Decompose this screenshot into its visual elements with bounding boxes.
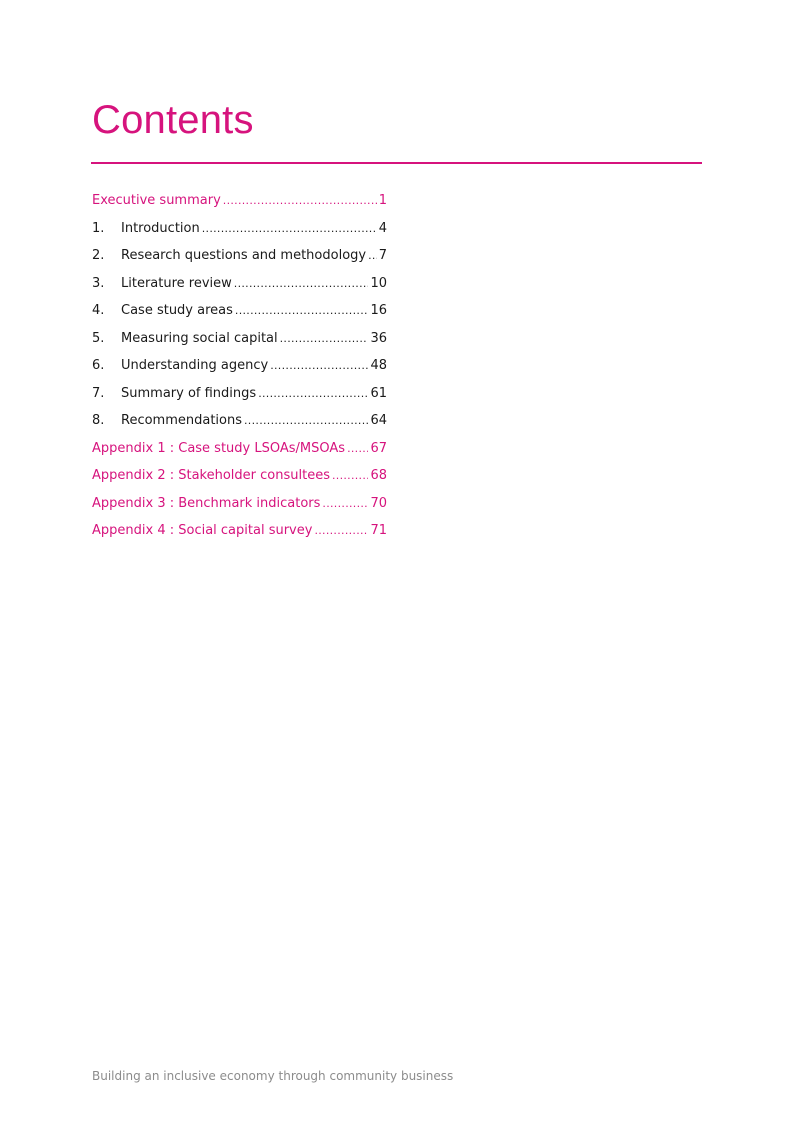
table-of-contents — [92, 191, 387, 549]
toc-entry-number: 2. — [92, 248, 105, 263]
toc-entry[interactable] — [92, 274, 387, 302]
toc-entry[interactable] — [92, 439, 387, 467]
toc-entry-page-number: 16 — [370, 303, 387, 318]
toc-entry-number: 7. — [92, 385, 105, 401]
toc-leader-dots — [235, 301, 369, 321]
toc-entry-page-number: 1 — [378, 193, 387, 208]
toc-entry[interactable] — [92, 329, 387, 357]
toc-entry[interactable] — [92, 384, 387, 412]
toc-entry-label: Recommendations — [121, 413, 243, 428]
toc-entry[interactable] — [92, 521, 387, 549]
toc-entry-label: Introduction — [121, 220, 200, 236]
toc-entry-label: Appendix 3 : Benchmark indicators — [92, 495, 321, 511]
toc-entry-page-number: 61 — [370, 385, 387, 401]
toc-entry[interactable] — [92, 246, 387, 274]
toc-entry-label: Case study areas — [121, 303, 233, 318]
toc-leader-dots — [280, 329, 369, 349]
toc-entry-page-number: 71 — [370, 523, 387, 538]
toc-entry[interactable] — [92, 494, 387, 522]
toc-entry-page-number: 70 — [370, 495, 387, 511]
toc-leader-dots — [368, 246, 377, 266]
toc-entry[interactable] — [92, 301, 387, 329]
toc-entry-page-number: 64 — [370, 413, 387, 428]
toc-entry-page-number: 67 — [370, 440, 387, 456]
page-footer: Building an inclusive economy through community business — [92, 1069, 454, 1083]
toc-entry[interactable] — [92, 219, 387, 247]
toc-entry-number: 8. — [92, 413, 105, 428]
toc-entry-label: Executive summary — [92, 193, 221, 208]
toc-leader-dots — [223, 191, 377, 211]
toc-entry-page-number: 4 — [378, 220, 387, 236]
title-divider — [91, 162, 702, 164]
toc-entry-label: Measuring social capital — [121, 330, 278, 346]
toc-leader-dots — [258, 384, 368, 404]
toc-leader-dots — [322, 494, 368, 514]
toc-entry-label: Appendix 4 : Social capital survey — [92, 523, 313, 538]
toc-entry-label: Summary of findings — [121, 385, 257, 401]
toc-entry-number: 1. — [92, 220, 105, 236]
toc-entry-page-number: 10 — [370, 275, 387, 291]
toc-entry[interactable] — [92, 411, 387, 439]
toc-leader-dots — [270, 356, 368, 376]
toc-entry-page-number: 7 — [378, 248, 387, 263]
toc-entry-number: 5. — [92, 330, 105, 346]
toc-entry[interactable] — [92, 191, 387, 219]
toc-entry-label: Appendix 1 : Case study LSOAs/MSOAs — [92, 440, 346, 456]
toc-entry-label: Literature review — [121, 275, 232, 291]
toc-leader-dots — [202, 219, 377, 239]
toc-entry-label: Research questions and methodology — [121, 248, 367, 263]
toc-entry-label: Understanding agency — [121, 358, 269, 373]
toc-entry-page-number: 68 — [370, 468, 387, 483]
toc-leader-dots — [347, 439, 368, 459]
toc-entry-number: 6. — [92, 358, 105, 373]
toc-leader-dots — [332, 466, 368, 486]
toc-leader-dots — [234, 274, 369, 294]
toc-entry-page-number: 48 — [370, 358, 387, 373]
toc-entry-number: 3. — [92, 275, 105, 291]
toc-leader-dots — [314, 521, 368, 541]
toc-entry-number: 4. — [92, 303, 105, 318]
toc-entry-label: Appendix 2 : Stakeholder consultees — [92, 468, 330, 483]
page-title: Contents — [92, 98, 254, 142]
toc-entry-page-number: 36 — [370, 330, 387, 346]
toc-leader-dots — [244, 411, 368, 431]
toc-entry[interactable] — [92, 356, 387, 384]
toc-entry[interactable] — [92, 466, 387, 494]
